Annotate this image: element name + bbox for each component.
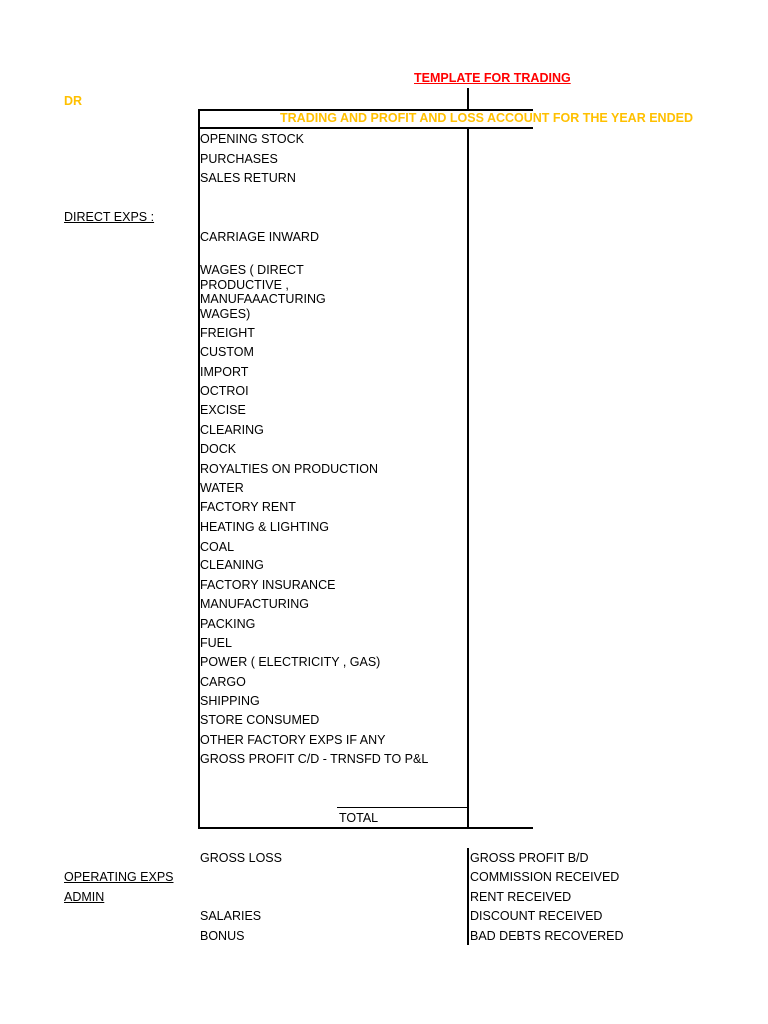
list-item: FREIGHT bbox=[200, 326, 255, 340]
list-item: BAD DEBTS RECOVERED bbox=[470, 929, 624, 943]
list-item: COAL bbox=[200, 540, 235, 554]
list-item: EXCISE bbox=[200, 403, 246, 417]
list-item: IMPORT bbox=[200, 365, 249, 379]
direct-exps-label: DIRECT EXPS : bbox=[64, 210, 155, 224]
list-item: FACTORY RENT bbox=[200, 500, 296, 514]
list-item: FUEL bbox=[200, 636, 232, 650]
list-item: OPENING STOCK bbox=[200, 132, 304, 146]
list-item: OCTROI bbox=[200, 384, 249, 398]
list-item: WATER bbox=[200, 481, 244, 495]
list-item: BONUS bbox=[200, 929, 245, 943]
list-item: PACKING bbox=[200, 617, 256, 631]
list-item: DISCOUNT RECEIVED bbox=[470, 909, 603, 923]
list-item: RENT RECEIVED bbox=[470, 890, 572, 904]
list-item: COMMISSION RECEIVED bbox=[470, 870, 620, 884]
list-item: SHIPPING bbox=[200, 694, 260, 708]
list-item: DOCK bbox=[200, 442, 237, 456]
dr-label: DR bbox=[64, 94, 83, 108]
list-item: GROSS PROFIT B/D bbox=[470, 851, 589, 865]
list-item: CARGO bbox=[200, 675, 246, 689]
list-item: SALARIES bbox=[200, 909, 262, 923]
list-item: WAGES ( DIRECT PRODUCTIVE , MANUFAAACTURING WAGES) bbox=[200, 263, 326, 321]
list-item: CLEANING bbox=[200, 558, 264, 572]
table-header: TRADING AND PROFIT AND LOSS ACCOUNT FOR THE YEAR ENDED bbox=[280, 111, 693, 125]
total-rule bbox=[337, 807, 468, 808]
list-item: CLEARING bbox=[200, 423, 264, 437]
list-item: GROSS PROFIT C/D - TRNSFD TO P&L bbox=[200, 752, 429, 766]
list-item: PURCHASES bbox=[200, 152, 278, 166]
list-item: FACTORY INSURANCE bbox=[200, 578, 336, 592]
list-item: CARRIAGE INWARD bbox=[200, 230, 319, 244]
page-title: TEMPLATE FOR TRADING bbox=[414, 71, 571, 85]
list-item: OTHER FACTORY EXPS IF ANY bbox=[200, 733, 386, 747]
list-item: HEATING & LIGHTING bbox=[200, 520, 329, 534]
admin-label: ADMIN bbox=[64, 890, 105, 904]
lower-column-divider bbox=[467, 848, 469, 945]
title-divider bbox=[467, 88, 469, 109]
list-item: CUSTOM bbox=[200, 345, 254, 359]
list-item: STORE CONSUMED bbox=[200, 713, 320, 727]
list-item: ROYALTIES ON PRODUCTION bbox=[200, 462, 379, 476]
list-item: MANUFACTURING bbox=[200, 597, 310, 611]
list-item: POWER ( ELECTRICITY , GAS) bbox=[200, 655, 381, 669]
list-item: SALES RETURN bbox=[200, 171, 296, 185]
total-label: TOTAL bbox=[339, 811, 379, 825]
operating-exps-label: OPERATING EXPS bbox=[64, 870, 174, 884]
list-item: GROSS LOSS bbox=[200, 851, 282, 865]
column-divider bbox=[467, 129, 469, 829]
